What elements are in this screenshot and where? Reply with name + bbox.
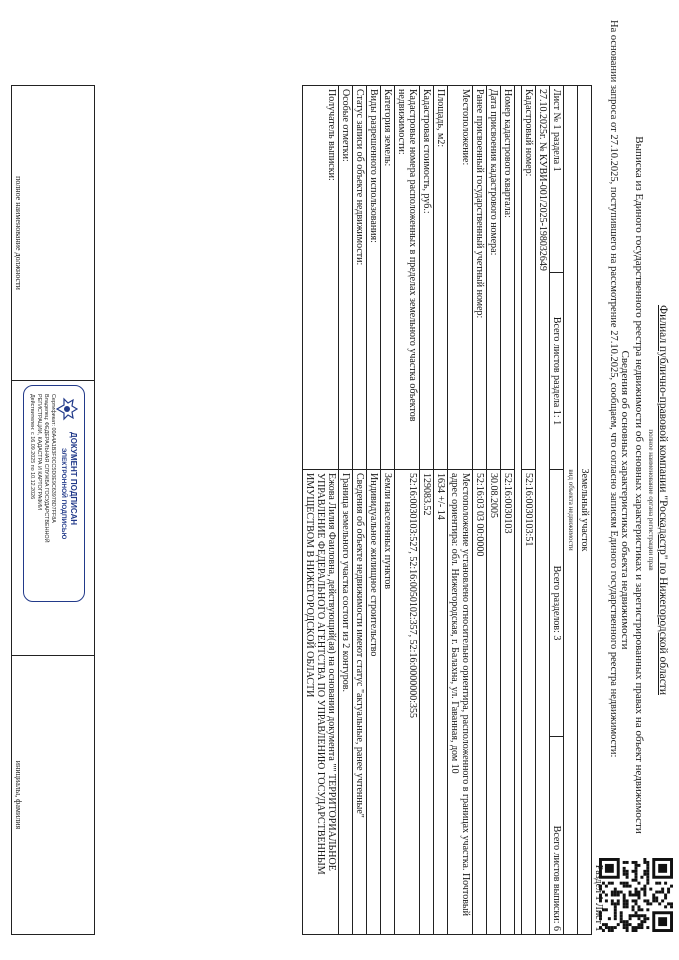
extract-subtitle: Сведения об основных характеристиках объекта недвижимости	[619, 350, 631, 650]
cadastral-number-label: Кадастровый номер:	[522, 86, 536, 470]
characteristic-label: Получатель выписки:	[303, 86, 339, 470]
sheets-total: Всего листов выписки: 6	[550, 737, 564, 935]
characteristic-value: 1634 +/- 14	[434, 470, 448, 935]
characteristic-label: Номер кадастрового квартала:	[501, 86, 515, 470]
characteristic-row	[339, 86, 353, 935]
stamp-owner-cont: РЕГИСТРАЦИИ, КАДАСТРА И КАРТОГРАФИИ	[36, 394, 42, 511]
section-label: Раздел 1 Лист 1	[592, 86, 606, 935]
characteristic-value: 129083.52	[420, 470, 434, 935]
characteristic-label: Ранее присвоенный государственный учетный номер:	[473, 86, 487, 470]
position-caption: полное наименование должности	[12, 86, 95, 381]
characteristic-row	[473, 86, 487, 935]
characteristic-value: 52:16:0030103:527, 52:16:0050102:357, 52:16:0000000:355	[395, 470, 420, 935]
characteristic-row	[395, 86, 420, 935]
characteristic-value: Индивидуальное жилищное строительство	[367, 470, 381, 935]
characteristic-label: Особые отметки:	[339, 86, 353, 470]
emblem-icon	[54, 396, 80, 422]
sheets-in-section: Всего листов раздела 1: 1	[550, 273, 564, 470]
stamp-owner: Владелец: ФЕДЕРАЛЬНАЯ СЛУЖБА ГОСУДАРСТВЕННОЙ	[43, 394, 49, 543]
characteristic-value: Земли населенных пунктов	[381, 470, 395, 935]
characteristic-value: 52:16:03 03 00:0000	[473, 470, 487, 935]
characteristic-label: Категория земель:	[381, 86, 395, 470]
characteristic-value: Местоположение установлено относительно ориентира, расположенного в границах участка. Почтовый адрес ориентира: обл. Нижегородская, г. Балахна, ул. Гаванная, дом 10	[448, 470, 473, 935]
basis-text: На основании запроса от 27.10.2025, поступившего на рассмотрение 27.10.2025, сообщаем, что согласно записям Единого государственного реестра недвижимости:	[608, 20, 619, 758]
characteristic-label: Кадастровые номера расположенных в пределах земельного участка объектов недвижимости:	[395, 86, 420, 470]
stamp-subtitle: ЭЛЕКТРОННОЙ ПОДПИСЬЮ	[60, 448, 67, 540]
characteristics-rows	[303, 86, 515, 935]
characteristic-value: Ежова Лилия Фаиловна, действующий(ая) на основании документа "" ТЕРРИТОРИАЛЬНОЕ УПРАВЛЕНИЕ ФЕДЕРАЛЬНОГО АГЕНТСТВА ПО УПРАВЛЕНИЮ ГОСУДАРСТВЕННЫМ ИМУЩЕСТВОМ В НИЖЕГОРОДСКОЙ ОБЛАСТИ	[303, 470, 339, 935]
characteristic-row	[501, 86, 515, 935]
organ-title: Филиал публично-правовой компании "Роскадастр" по Нижегородской области	[657, 304, 669, 695]
characteristic-row	[487, 86, 501, 935]
characteristic-label: Виды разрешенного использования:	[367, 86, 381, 470]
characteristic-label: Местоположение:	[448, 86, 473, 470]
characteristic-row	[367, 86, 381, 935]
electronic-signature-stamp	[23, 385, 85, 602]
characteristic-value: 30.08.2005	[487, 470, 501, 935]
characteristic-label: Статус записи об объекте недвижимости:	[353, 86, 367, 470]
characteristic-label: Кадастровая стоимость, руб.:	[420, 86, 434, 470]
object-type-caption: вид объекта недвижимости	[564, 86, 578, 935]
request-number: 27.10.2025г. № КУВИ-001/2025-198032649	[536, 86, 550, 935]
stamp-validity: Действителен: с 16.09.2025 по 10.12.2026	[29, 394, 35, 500]
extract-title: Выписка из Единого государственного реестра недвижимости об основных характеристиках и зарегистрированных правах на объект недвижимости	[633, 136, 645, 834]
characteristic-label: Площадь, м2:	[434, 86, 448, 470]
characteristic-row	[353, 86, 367, 935]
characteristic-label: Дата присвоения кадастрового номера:	[487, 86, 501, 470]
object-type-value: Земельный участок	[579, 468, 590, 552]
cadastral-number-value: 52:16:0030103:51	[522, 470, 536, 935]
stamp-title: ДОКУМЕНТ ПОДПИСАН	[69, 432, 78, 526]
characteristic-row	[381, 86, 395, 935]
organ-caption: полное наименование органа регистрации прав	[647, 429, 655, 571]
characteristic-value: 52:16:0030103	[501, 470, 515, 935]
characteristic-row	[434, 86, 448, 935]
sections-total: Всего разделов: 3	[550, 470, 564, 737]
characteristics-table	[302, 85, 605, 935]
stamp-certificate: Сертификат: 00A4A1B3F0CC5D0E9C63978D7FF8A	[50, 394, 56, 523]
characteristic-row	[448, 86, 473, 935]
object-type	[578, 86, 592, 935]
name-caption: инициалы, фамилия	[12, 656, 95, 935]
sheet-number: Лист № 1 раздела 1	[550, 86, 564, 273]
characteristic-row	[303, 86, 339, 935]
characteristic-value: Граница земельного участка состоит из 2 контуров.	[339, 470, 353, 935]
characteristic-row	[420, 86, 434, 935]
characteristic-value: Сведения об объекте недвижимости имеют статус "актуальные, ранее учтенные"	[353, 470, 367, 935]
